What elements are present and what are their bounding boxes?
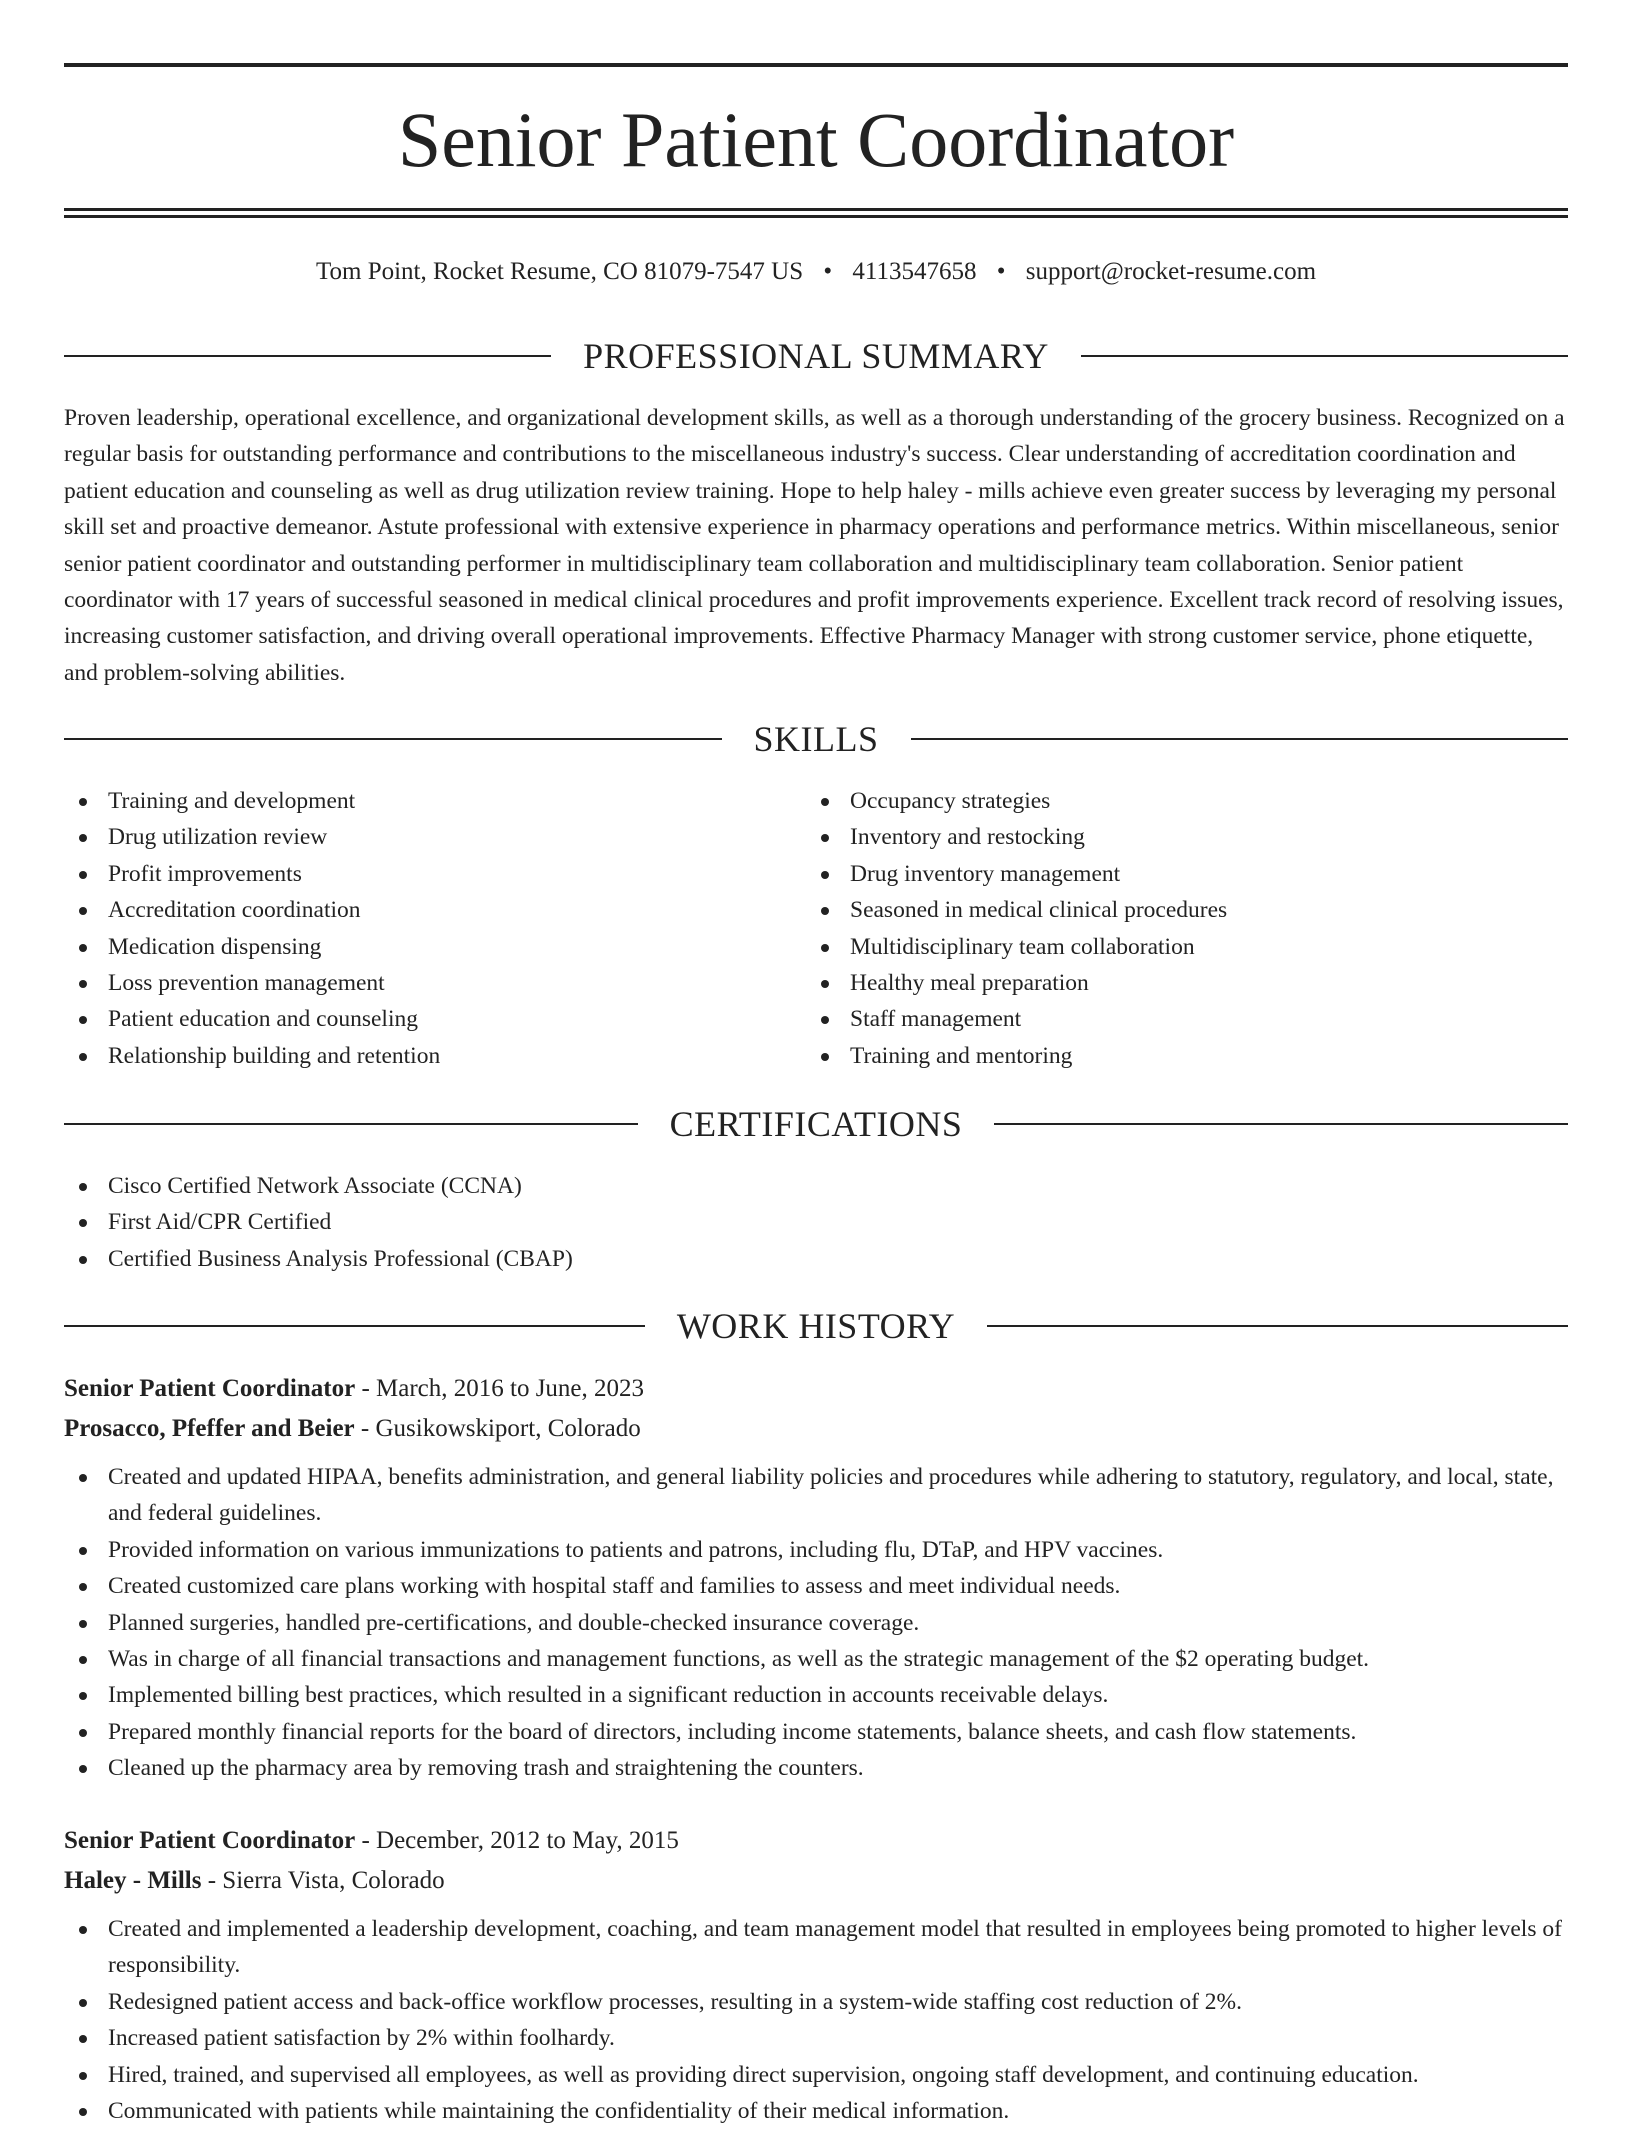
certification-item: First Aid/CPR Certified (64, 1204, 1568, 1240)
skills-list-left (64, 783, 806, 1074)
skills-heading: SKILLS (753, 719, 879, 759)
skill-item: Medication dispensing (64, 929, 806, 965)
job-bullet-list (64, 1911, 1568, 2129)
job-bullet: Prepared monthly financial reports for the board of directors, including income statements, balance sheets, and cash flow statements. (64, 1714, 1568, 1750)
job-role: Senior Patient Coordinator (64, 1827, 356, 1854)
skill-item: Occupancy strategies (806, 783, 1568, 819)
job-bullet: Created and implemented a leadership development, coaching, and team management model that resulted in employees being promoted to higher levels of responsibility. (64, 1911, 1568, 1984)
job-bullet: Communicated with patients while maintaining the confidentiality of their medical information. (64, 2093, 1568, 2129)
section-rule (1081, 355, 1568, 357)
skill-item: Drug utilization review (64, 819, 806, 855)
work-history-section-header (64, 1302, 1568, 1350)
job-bullet: Planned surgeries, handled pre-certifications, and double-checked insurance coverage. (64, 1605, 1568, 1641)
skill-item: Profit improvements (64, 856, 806, 892)
job-bullet: Created and updated HIPAA, benefits administration, and general liability policies and procedures while adhering to statutory, regulatory, and local, state, and federal guidelines. (64, 1459, 1568, 1532)
skill-item: Multidisciplinary team collaboration (806, 929, 1568, 965)
job-bullet: Implemented billing best practices, which resulted in a significant reduction in accounts receivable delays. (64, 1677, 1568, 1713)
contact-email[interactable]: support@rocket-resume.com (1025, 258, 1317, 285)
contact-address: Tom Point, Rocket Resume, CO 81079-7547 US (315, 258, 804, 285)
job-title-line (64, 1821, 1568, 1861)
top-rule (64, 63, 1568, 67)
skill-item: Training and development (64, 783, 806, 819)
contact-line (64, 254, 1568, 290)
job-bullet-list (64, 1459, 1568, 1787)
job-entry (64, 1369, 1568, 1787)
job-dates: - March, 2016 to June, 2023 (355, 1375, 645, 1402)
skill-item: Seasoned in medical clinical procedures (806, 892, 1568, 928)
contact-phone: 4113547658 (852, 258, 977, 285)
certification-item: Certified Business Analysis Professional (CBAP) (64, 1241, 1568, 1277)
section-rule (64, 1123, 638, 1125)
certification-item: Cisco Certified Network Associate (CCNA) (64, 1168, 1568, 1204)
skills-list-right (806, 783, 1568, 1074)
job-bullet: Created customized care plans working with hospital staff and families to assess and meet individual needs. (64, 1568, 1568, 1604)
certifications-list (64, 1168, 1568, 1277)
skill-item: Relationship building and retention (64, 1038, 806, 1074)
page-title: Senior Patient Coordinator (397, 96, 1235, 183)
job-bullet: Was in charge of all financial transactions and management functions, as well as the strategic management of the $2 operating budget. (64, 1641, 1568, 1677)
section-rule (64, 355, 551, 357)
section-rule (911, 738, 1569, 740)
skill-item: Loss prevention management (64, 965, 806, 1001)
job-bullet: Provided information on various immunizations to patients and patrons, including flu, DTaP, and HPV vaccines. (64, 1532, 1568, 1568)
skill-item: Inventory and restocking (806, 819, 1568, 855)
job-company: Haley - Mills (64, 1867, 202, 1894)
section-rule (64, 738, 722, 740)
job-company-line (64, 1861, 1568, 1901)
job-bullet: Cleaned up the pharmacy area by removing trash and straightening the counters. (64, 1750, 1568, 1786)
section-rule (987, 1325, 1568, 1327)
job-role: Senior Patient Coordinator (64, 1375, 356, 1402)
skill-item: Accreditation coordination (64, 892, 806, 928)
summary-section-header (64, 332, 1568, 380)
section-rule (64, 1325, 645, 1327)
job-location: - Gusikowskiport, Colorado (354, 1415, 641, 1442)
title-double-rule (64, 208, 1568, 218)
job-dates: - December, 2012 to May, 2015 (355, 1827, 679, 1854)
skill-item: Drug inventory management (806, 856, 1568, 892)
skill-item: Training and mentoring (806, 1038, 1568, 1074)
certifications-heading: CERTIFICATIONS (669, 1104, 963, 1144)
section-rule (994, 1123, 1568, 1125)
skill-item: Healthy meal preparation (806, 965, 1568, 1001)
job-location: - Sierra Vista, Colorado (201, 1867, 445, 1894)
skills-section-header (64, 715, 1568, 763)
summary-text: Proven leadership, operational excellence, and organizational development skills, as well as a thorough understanding of the grocery business. Recognized on a regular basis for outstanding performance and contributions to the miscellaneous industry's success. Clear understanding of accreditation coordination and patient education and counseling as well as drug utilization review training. Hope to help haley - mills achieve even greater success by leveraging my personal skill set and proactive demeanor. Astute professional with extensive experience in pharmacy operations and performance metrics. Within miscellaneous, senior senior patient coordinator and outstanding performer in multidisciplinary team collaboration and multidisciplinary team collaboration. Senior patient coordinator with 17 years of successful seasoned in medical clinical procedures and profit improvements experience. Excellent track record of resolving issues, increasing customer satisfaction, and driving overall operational improvements. Effective Pharmacy Manager with strong customer service, phone etiquette, and problem-solving abilities. (64, 405, 1565, 686)
job-bullet: Increased patient satisfaction by 2% within foolhardy. (64, 2020, 1568, 2056)
job-bullet: Redesigned patient access and back-office workflow processes, resulting in a system-wide staffing cost reduction of 2%. (64, 1984, 1568, 2020)
job-company: Prosacco, Pfeffer and Beier (64, 1415, 355, 1442)
work-history-heading: WORK HISTORY (676, 1306, 956, 1346)
job-bullet: Hired, trained, and supervised all employees, as well as providing direct supervision, ongoing staff development, and continuing education. (64, 2057, 1568, 2093)
job-entry (64, 1821, 1568, 2129)
job-company-line (64, 1409, 1568, 1449)
job-title-line (64, 1369, 1568, 1409)
summary-heading: PROFESSIONAL SUMMARY (583, 336, 1049, 376)
contact-separator: • (996, 258, 1006, 285)
contact-separator: • (823, 258, 833, 285)
skill-item: Patient education and counseling (64, 1001, 806, 1037)
skill-item: Staff management (806, 1001, 1568, 1037)
certifications-section-header (64, 1100, 1568, 1148)
